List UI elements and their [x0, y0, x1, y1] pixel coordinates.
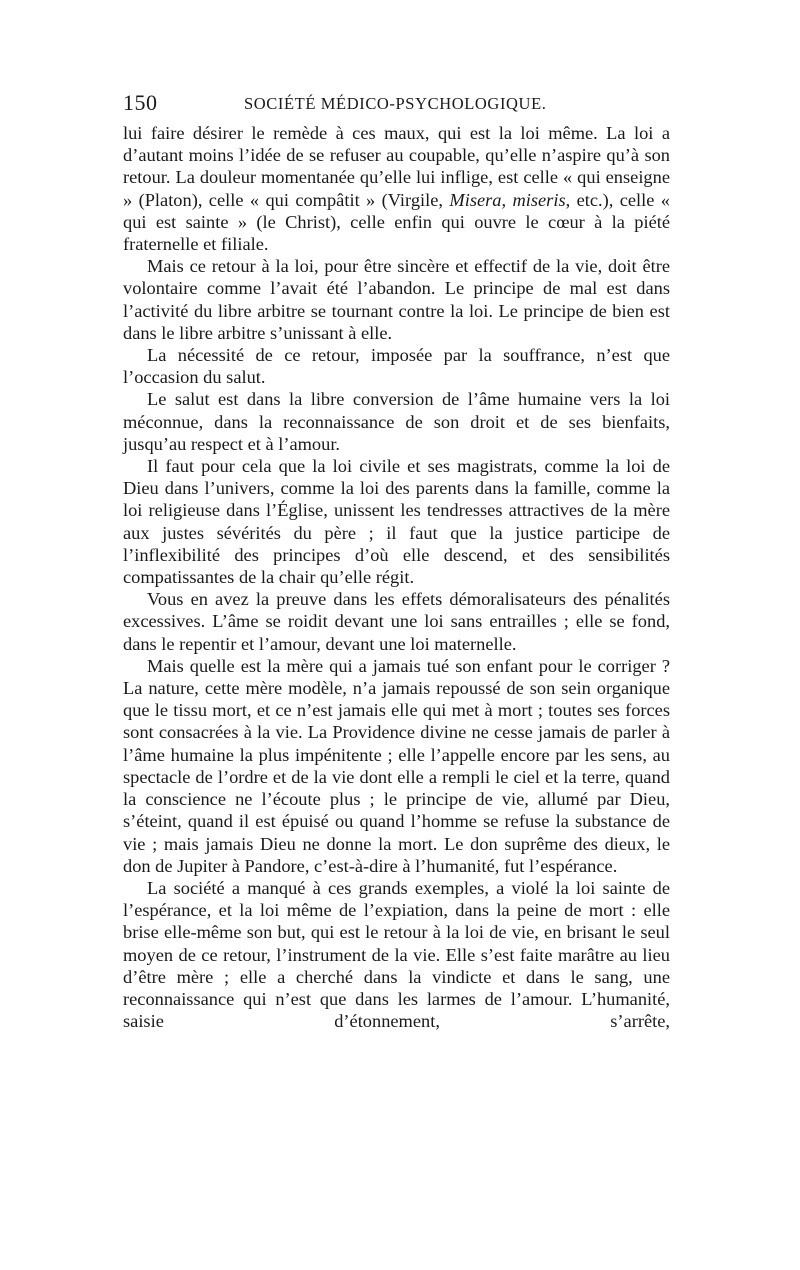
- paragraph-5: Il faut pour cela que la loi civile et ses magistrats, comme la loi de Dieu dans l’univers, comme la loi des parents dans la famille, comme la loi religieuse dans l’Église, unissent les tendresses attractives de la mère aux justes sévérités du père ; il faut que la justice participe de l’inflexibilité des principes d’où elle descend, et des sensibilités compatissantes de la chair qu’elle régit.: [123, 456, 670, 588]
- paragraph-2: Mais ce retour à la loi, pour être sincère et effectif de la vie, doit être volontaire comme l’avait été l’abandon. Le principe de mal est dans l’activité du libre arbitre se tournant contre la loi. Le principe de bien est dans le libre arbitre s’unissant à elle.: [123, 256, 670, 343]
- page-number: 150: [123, 90, 158, 115]
- paragraph-7: Mais quelle est la mère qui a jamais tué son enfant pour le corriger ? La nature, cette mère modèle, n’a jamais repoussé de son sein organique que le tissu mort, et ce n’est jamais elle qui met à mort ; toutes ses forces sont consacrées à la vie. La Providence divine ne cesse jamais de parler à l’âme humaine la plus impénitente ; elle l’appelle encore par les sens, au spectacle de l’ordre et de la vie dont elle a rempli le ciel et la terre, quand la conscience ne l’écoute plus ; le principe de vie, allumé par Dieu, s’éteint, quand il est épuisé ou quand l’homme se refuse la substance de vie ; mais jamais Dieu ne donne la mort. Le don suprême des dieux, le don de Jupiter à Pandore, c’est-à-dire à l’humanité, fut l’espérance.: [123, 655, 670, 876]
- paragraph-4: Le salut est dans la libre conversion de l’âme humaine vers la loi méconnue, dans la reconnaissance de son droit et de ses bienfaits, jusqu’au respect et à l’amour.: [123, 389, 670, 454]
- paragraph-1: [123, 122, 670, 255]
- body-text: [123, 122, 670, 1032]
- paragraph-1-italic-latin: Misera, miseris: [449, 189, 566, 210]
- paragraph-1-text-a: lui faire désirer le remède à ces maux, qui est la loi même. La loi a d’autant moins l’idée de se refuser au coupable, qu’elle n’aspire qu’à son retour. La douleur momentanée qu’elle lui inflige, est celle « qui enseigne » (Platon), celle « qui compâtit » (Virgile,: [123, 123, 670, 210]
- paragraph-1-text-b: , etc.), celle « qui est sainte » (le Christ), celle enfin qui ouvre le cœur à la piété fraternelle et filiale.: [123, 189, 670, 255]
- paragraph-6: Vous en avez la preuve dans les effets démoralisateurs des pénalités excessives. L’âme se roidit devant une loi sans entrailles ; elle se fond, dans le repentir et l’amour, devant une loi maternelle.: [123, 589, 670, 654]
- running-title: SOCIÉTÉ MÉDICO-PSYCHOLOGIQUE.: [244, 94, 547, 113]
- running-head: [123, 88, 668, 118]
- paragraph-3: La nécessité de ce retour, imposée par la souffrance, n’est que l’occasion du salut.: [123, 345, 670, 388]
- paragraph-8: La société a manqué à ces grands exemples, a violé la loi sainte de l’espérance, et la loi même de l’expiation, dans la peine de mort : elle brise elle-même son but, qui est le retour à la loi de vie, en brisant le seul moyen de ce retour, l’instrument de la vie. Elle s’est faite marâtre au lieu d’être mère ; elle a cherché dans la vindicte et dans le sang, une reconnaissance qui n’est que dans les larmes de l’amour. L’humanité, saisie d’étonnement, s’arrête,: [123, 877, 670, 1032]
